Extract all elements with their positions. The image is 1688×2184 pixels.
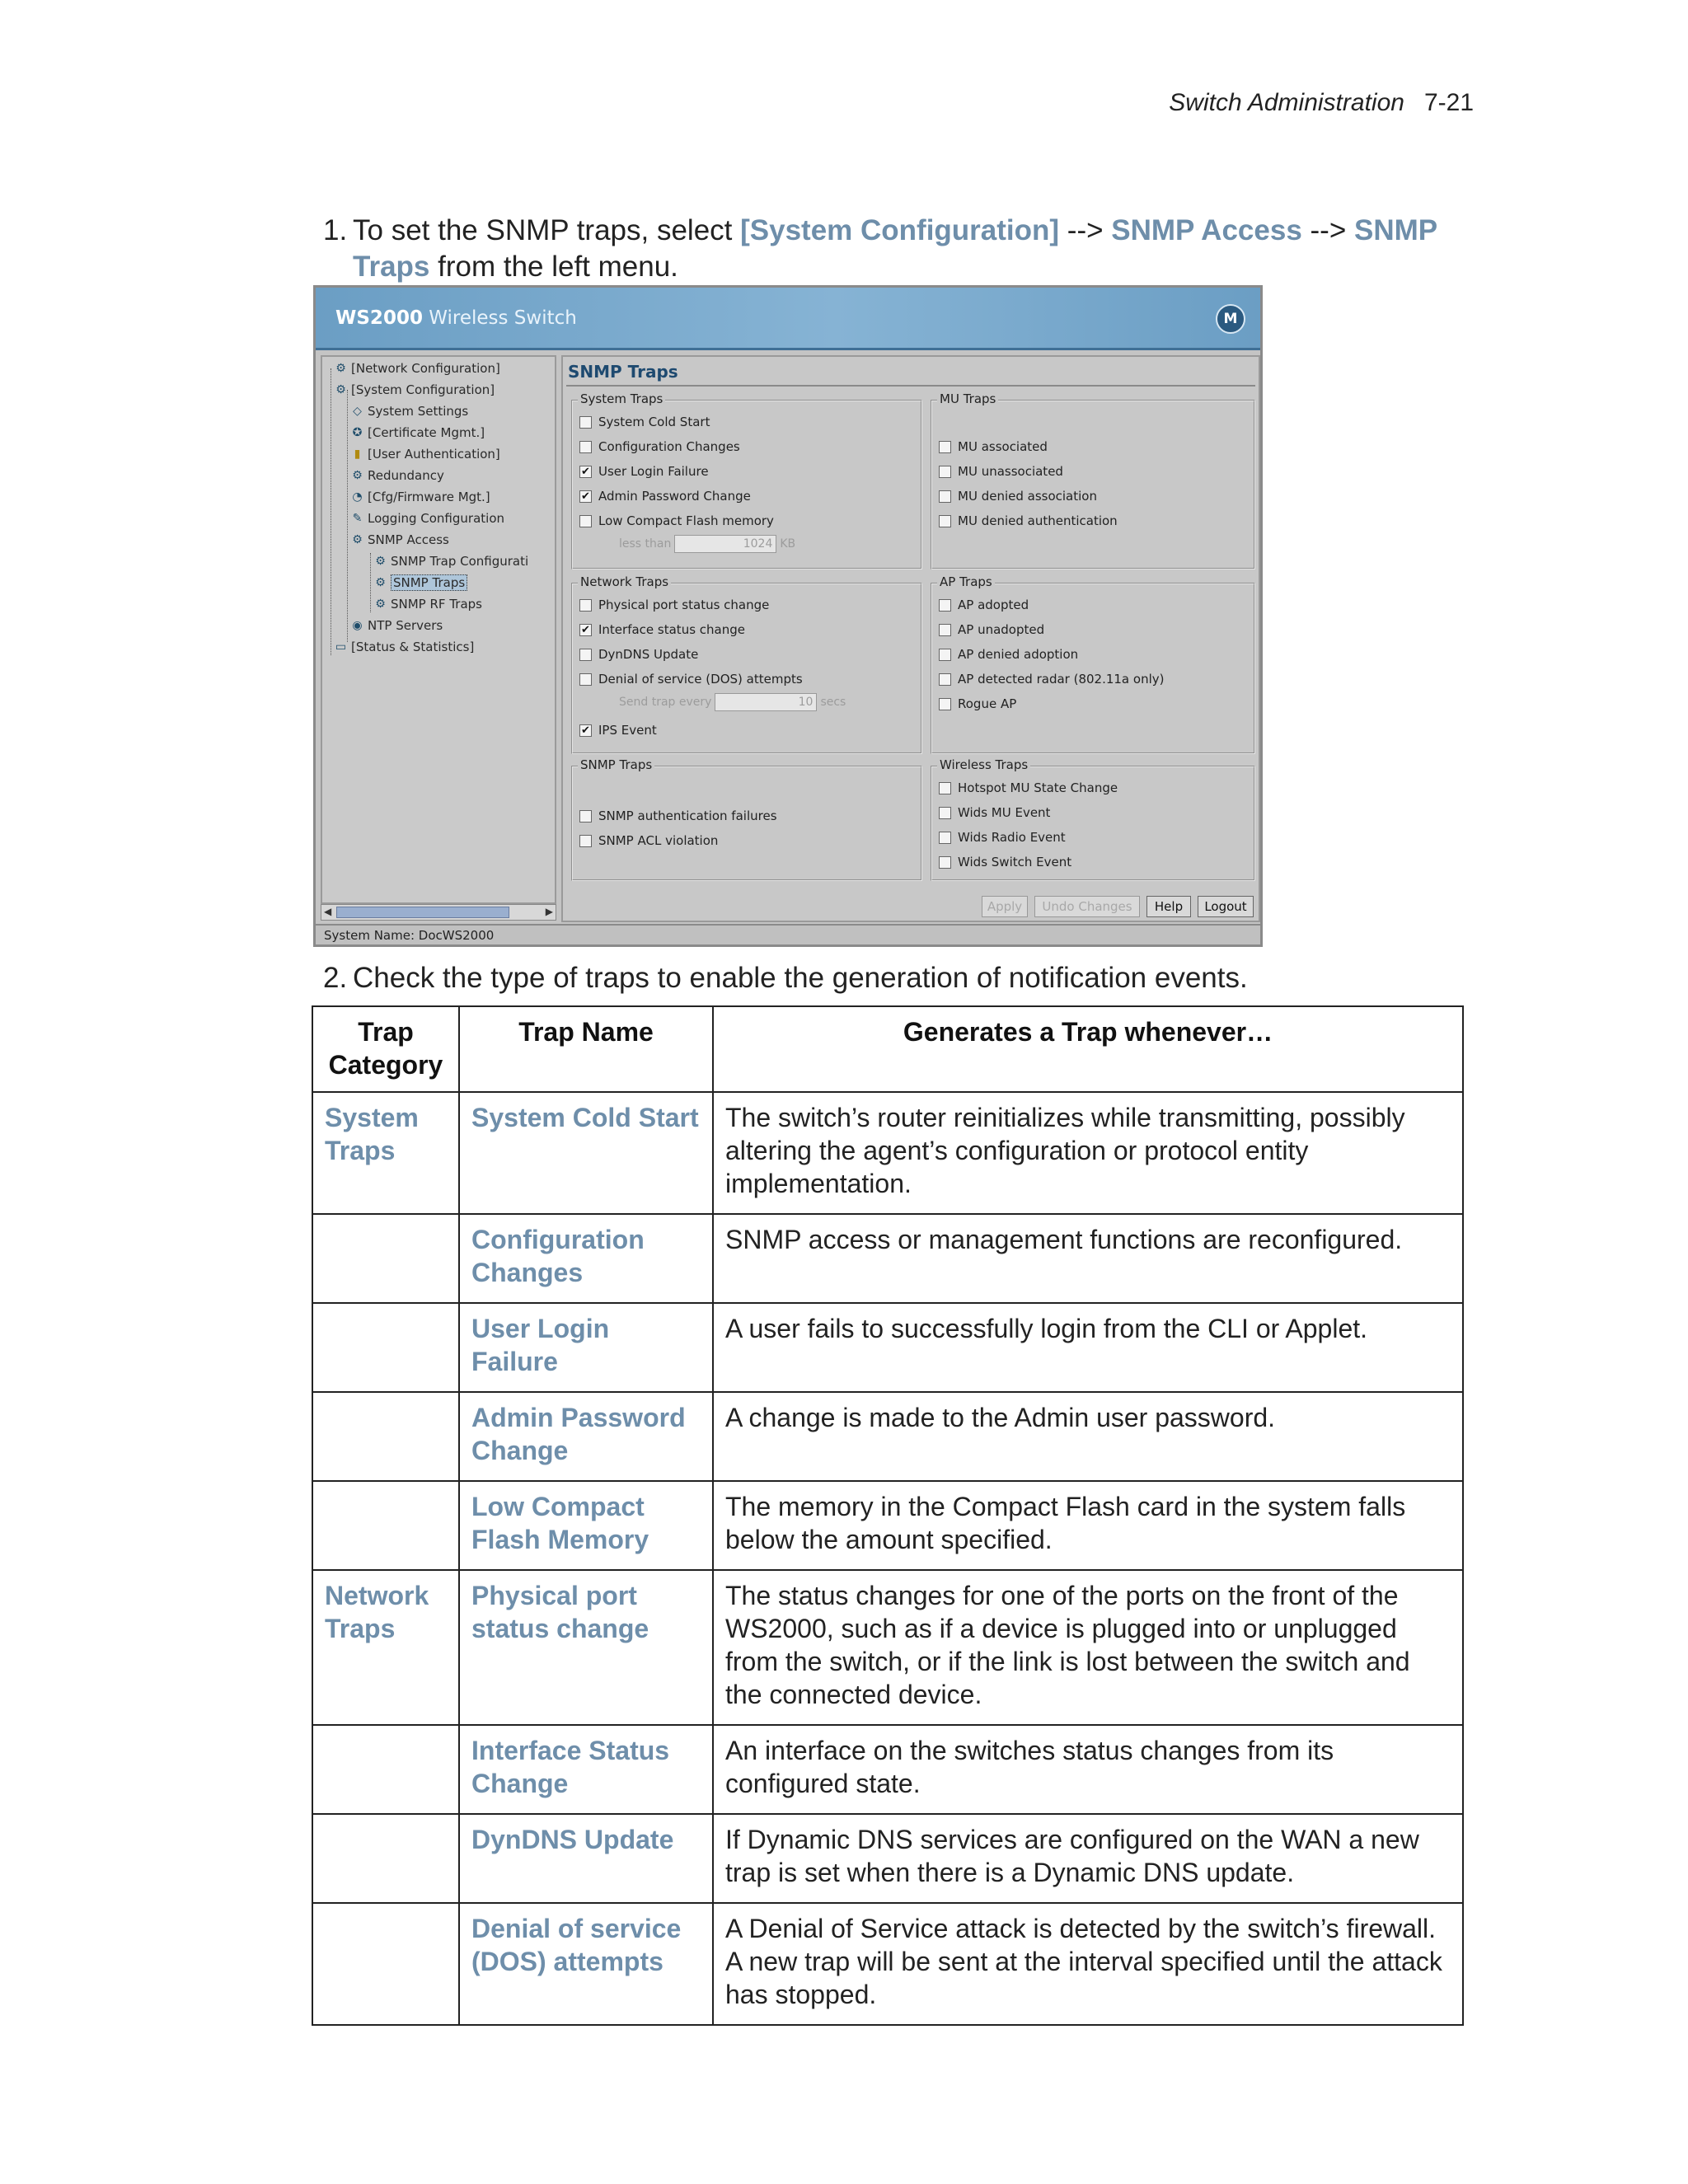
app-title xyxy=(335,307,577,329)
checkbox-label: SNMP authentication failures xyxy=(598,808,777,823)
checkbox-wids-mu-event[interactable] xyxy=(939,805,1050,820)
step-1-text-before: To set the SNMP traps, select xyxy=(353,214,741,246)
mu-traps-group xyxy=(931,391,1255,569)
tree-item-network-configuration[interactable] xyxy=(334,359,500,378)
section-title: Switch Administration xyxy=(1169,89,1404,116)
checkbox-box[interactable]: ✔ xyxy=(579,466,592,478)
checkbox-box[interactable]: ✔ xyxy=(579,724,592,737)
tree-item-label: [System Configuration] xyxy=(351,382,495,397)
cell-category xyxy=(312,1725,459,1814)
cell-category xyxy=(312,1814,459,1903)
header-trap-name: Trap Name xyxy=(459,1006,713,1092)
checkbox-snmp-acl-violation[interactable] xyxy=(579,833,718,848)
checkbox-label: Wids MU Event xyxy=(958,805,1051,820)
checkbox-label: Interface status change xyxy=(598,622,745,637)
cell-category xyxy=(312,1214,459,1303)
checkbox-wids-switch-event[interactable] xyxy=(939,855,1071,869)
checkbox-label: MU associated xyxy=(958,439,1048,454)
checkbox-admin-password-change[interactable] xyxy=(579,489,751,504)
cell-description: An interface on the switches status changes from its configured state. xyxy=(713,1725,1463,1814)
checkbox-box[interactable] xyxy=(579,810,592,823)
less-than-input[interactable]: 1024 xyxy=(674,535,776,553)
checkbox-label: Configuration Changes xyxy=(598,439,740,454)
tree-item-label: SNMP Traps xyxy=(391,574,467,591)
cell-category: System Traps xyxy=(312,1092,459,1214)
cell-description: A user fails to successfully login from the CLI or Applet. xyxy=(713,1303,1463,1392)
checkbox-label: Low Compact Flash memory xyxy=(598,513,774,528)
checkbox-mu-denied-association[interactable] xyxy=(939,489,1097,504)
folder-icon: ▭ xyxy=(335,640,347,654)
checkbox-box[interactable] xyxy=(939,515,951,527)
app-title-bold: WS2000 xyxy=(335,307,423,329)
checkbox-box[interactable] xyxy=(579,649,592,661)
checkbox-box[interactable] xyxy=(579,673,592,686)
tree-item-label: Logging Configuration xyxy=(368,511,505,526)
send-trap-every-label: Send trap every xyxy=(619,696,712,709)
cell-description: SNMP access or management functions are reconfigured. xyxy=(713,1214,1463,1303)
page-number: 7-21 xyxy=(1423,89,1474,116)
checkbox-user-login-failure[interactable] xyxy=(579,464,709,479)
checkbox-rogue-ap[interactable] xyxy=(939,696,1016,711)
cell-trap-name: Physical port status change xyxy=(459,1570,713,1725)
snmp-traps-icon: ⚙ xyxy=(375,575,386,589)
panel-title: SNMP Traps xyxy=(568,362,678,382)
checkbox-label: Hotspot MU State Change xyxy=(958,780,1118,795)
group-legend: SNMP Traps xyxy=(578,757,654,772)
checkbox-ap-adopted[interactable] xyxy=(939,598,1029,612)
table-header-row xyxy=(312,1006,1463,1092)
logging-icon: ✎ xyxy=(352,511,363,525)
logout-button[interactable]: Logout xyxy=(1198,896,1254,917)
less-than-unit: KB xyxy=(780,537,796,551)
table-row xyxy=(312,1814,1463,1903)
checkbox-label: DynDNS Update xyxy=(598,647,699,662)
checkbox-hotspot-mu-state-change[interactable] xyxy=(939,780,1118,795)
tree-item-certificate-mgmt[interactable] xyxy=(350,423,485,443)
step-1 xyxy=(323,213,1477,285)
table-row xyxy=(312,1392,1463,1481)
cell-trap-name: Denial of service (DOS) attempts xyxy=(459,1903,713,2025)
header-trap-category: Trap Category xyxy=(312,1006,459,1092)
step-1-text xyxy=(353,213,1477,285)
send-trap-every-input[interactable]: 10 xyxy=(715,693,817,711)
checkbox-box[interactable] xyxy=(939,856,951,869)
checkbox-ap-detected-radar[interactable] xyxy=(939,672,1164,687)
checkbox-box[interactable] xyxy=(939,673,951,686)
checkbox-ips-event[interactable] xyxy=(579,723,657,738)
network-traps-group xyxy=(571,574,922,754)
cell-category xyxy=(312,1481,459,1570)
checkbox-label: System Cold Start xyxy=(598,415,710,429)
table-row xyxy=(312,1481,1463,1570)
cell-category xyxy=(312,1903,459,2025)
cell-trap-name: DynDNS Update xyxy=(459,1814,713,1903)
arrow-1: --> xyxy=(1059,214,1112,246)
tree-item-label: [Cfg/Firmware Mgt.] xyxy=(368,490,490,504)
group-legend: MU Traps xyxy=(937,391,998,406)
checkbox-label: MU unassociated xyxy=(958,464,1063,479)
checkbox-mu-unassociated[interactable] xyxy=(939,464,1063,479)
table-row xyxy=(312,1725,1463,1814)
tree-item-redundancy[interactable] xyxy=(350,466,444,485)
checkbox-label: User Login Failure xyxy=(598,464,709,479)
checkbox-label: AP denied adoption xyxy=(958,647,1079,662)
settings-icon: ◇ xyxy=(353,404,362,418)
cell-description: The switch’s router reinitializes while transmitting, possibly altering the agent’s configuration or protocol entity implementation. xyxy=(713,1092,1463,1214)
tree-item-label: [Network Configuration] xyxy=(351,361,500,376)
group-legend: AP Traps xyxy=(937,574,995,589)
checkbox-low-compact-flash-memory[interactable] xyxy=(579,513,774,528)
checkbox-denial-of-service[interactable] xyxy=(579,672,803,687)
checkbox-label: MU denied association xyxy=(958,489,1097,504)
tree-item-system-settings[interactable] xyxy=(350,401,468,421)
group-legend: System Traps xyxy=(578,391,665,406)
tree-item-ntp-servers[interactable] xyxy=(350,616,443,635)
tree-item-snmp-trap-configuration[interactable] xyxy=(373,551,528,571)
less-than-field xyxy=(619,535,795,553)
app-title-bar xyxy=(316,288,1260,350)
tree-item-label: [User Authentication] xyxy=(368,447,500,462)
checkbox-system-cold-start[interactable] xyxy=(579,415,710,429)
user-auth-icon: ▮ xyxy=(354,447,361,461)
tree-item-snmp-access[interactable] xyxy=(350,530,449,550)
status-bar: System Name: DocWS2000 xyxy=(316,924,1260,945)
checkbox-box[interactable] xyxy=(579,441,592,453)
checkbox-box[interactable] xyxy=(939,490,951,503)
checkbox-label: Wids Switch Event xyxy=(958,855,1072,869)
checkbox-physical-port-status-change[interactable] xyxy=(579,598,769,612)
checkbox-box[interactable] xyxy=(939,624,951,636)
ntp-icon: ◉ xyxy=(352,618,363,632)
checkbox-label: SNMP ACL violation xyxy=(598,833,719,848)
checkbox-snmp-authentication-failures[interactable] xyxy=(579,808,777,823)
checkbox-box[interactable] xyxy=(579,515,592,527)
system-traps-group xyxy=(571,391,922,569)
cell-description: A change is made to the Admin user password. xyxy=(713,1392,1463,1481)
cell-trap-name: System Cold Start xyxy=(459,1092,713,1214)
wireless-traps-group xyxy=(931,757,1255,881)
scroll-left-icon[interactable]: ◀ xyxy=(324,906,332,917)
group-legend: Wireless Traps xyxy=(937,757,1030,772)
navigation-tree xyxy=(321,355,556,904)
checkbox-label: AP adopted xyxy=(958,598,1029,612)
motorola-logo-icon: M xyxy=(1216,304,1245,334)
step-2-number: 2. xyxy=(323,962,348,994)
system-config-icon: ⚙ xyxy=(335,382,346,396)
checkbox-ap-unadopted[interactable] xyxy=(939,622,1044,637)
tree-item-label: SNMP RF Traps xyxy=(391,597,482,612)
checkbox-box[interactable] xyxy=(939,698,951,710)
checkbox-label: Admin Password Change xyxy=(598,489,751,504)
tree-item-label: SNMP Trap Configurati xyxy=(391,554,529,569)
ws2000-screenshot xyxy=(313,285,1263,947)
redundancy-icon: ⚙ xyxy=(352,468,363,482)
checkbox-label: Denial of service (DOS) attempts xyxy=(598,672,803,687)
checkbox-dyndns-update[interactable] xyxy=(579,647,698,662)
snmp-trap-config-icon: ⚙ xyxy=(375,554,386,568)
checkbox-box[interactable] xyxy=(939,832,951,844)
cell-category xyxy=(312,1303,459,1392)
checkbox-box[interactable]: ✔ xyxy=(579,624,592,636)
ap-traps-group xyxy=(931,574,1255,754)
apply-button[interactable]: Apply xyxy=(982,896,1028,917)
checkbox-box[interactable] xyxy=(939,782,951,794)
less-than-label: less than xyxy=(619,537,672,551)
table-row xyxy=(312,1903,1463,2025)
tree-item-system-configuration[interactable] xyxy=(334,380,495,400)
tree-item-logging-configuration[interactable] xyxy=(350,509,504,528)
checkbox-box[interactable] xyxy=(939,441,951,453)
tree-horizontal-scrollbar[interactable] xyxy=(321,904,556,921)
checkbox-box[interactable] xyxy=(939,599,951,612)
arrow-2: --> xyxy=(1301,214,1354,246)
cell-trap-name: Admin Password Change xyxy=(459,1392,713,1481)
table-row xyxy=(312,1570,1463,1725)
undo-changes-button[interactable]: Undo Changes xyxy=(1034,896,1140,917)
scrollbar-thumb[interactable] xyxy=(336,907,509,918)
tree-item-label: System Settings xyxy=(368,404,469,419)
checkbox-box[interactable] xyxy=(579,416,592,429)
help-button[interactable]: Help xyxy=(1146,896,1191,917)
tree-item-snmp-traps[interactable] xyxy=(373,573,467,593)
checkbox-label: Rogue AP xyxy=(958,696,1017,711)
checkbox-label: AP unadopted xyxy=(958,622,1045,637)
checkbox-label: IPS Event xyxy=(598,723,657,738)
checkbox-box[interactable]: ✔ xyxy=(579,490,592,503)
scroll-right-icon[interactable]: ▶ xyxy=(545,906,553,917)
cell-category xyxy=(312,1392,459,1481)
tree-item-status-statistics[interactable] xyxy=(334,637,474,657)
step-2-text: Check the type of traps to enable the generation of notification events. xyxy=(353,962,1248,994)
step-1-text-after: from the left menu. xyxy=(429,251,678,283)
snmp-access-icon: ⚙ xyxy=(352,532,363,546)
trap-table xyxy=(312,1005,1464,2026)
table-row xyxy=(312,1214,1463,1303)
cell-trap-name: User Login Failure xyxy=(459,1303,713,1392)
table-row xyxy=(312,1092,1463,1214)
cell-description: The memory in the Compact Flash card in the system falls below the amount specified. xyxy=(713,1481,1463,1570)
link-snmp-access: SNMP Access xyxy=(1111,214,1302,246)
checkbox-box[interactable] xyxy=(939,466,951,478)
send-trap-every-unit: secs xyxy=(820,696,846,709)
cell-category: Network Traps xyxy=(312,1570,459,1725)
tree-item-label: SNMP Access xyxy=(368,532,449,547)
cell-description: The status changes for one of the ports on the front of the WS2000, such as if a device is plugged into or unplugged from the switch, or if the link is lost between the switch and the connected device. xyxy=(713,1570,1463,1725)
cell-description: A Denial of Service attack is detected by the switch’s firewall. A new trap will be sent at the interval specified until the attack has stopped. xyxy=(713,1903,1463,2025)
tree-item-cfg-firmware-mgt[interactable] xyxy=(350,487,490,507)
checkbox-label: MU denied authentication xyxy=(958,513,1118,528)
app-title-rest: Wireless Switch xyxy=(422,307,577,329)
cell-trap-name: Configuration Changes xyxy=(459,1214,713,1303)
group-legend: Network Traps xyxy=(578,574,671,589)
tree-item-label: Redundancy xyxy=(368,468,444,483)
checkbox-mu-denied-authentication[interactable] xyxy=(939,513,1118,528)
checkbox-wids-radio-event[interactable] xyxy=(939,830,1066,845)
running-head xyxy=(1169,89,1474,117)
checkbox-configuration-changes[interactable] xyxy=(579,439,740,454)
table-row xyxy=(312,1303,1463,1392)
tree-item-user-authentication[interactable] xyxy=(350,444,500,464)
tree-item-label: [Certificate Mgmt.] xyxy=(368,425,485,440)
tree-item-snmp-rf-traps[interactable] xyxy=(373,594,482,614)
snmp-rf-traps-icon: ⚙ xyxy=(375,597,386,611)
send-trap-every-field xyxy=(619,693,846,711)
checkbox-box[interactable] xyxy=(579,599,592,612)
checkbox-label: Wids Radio Event xyxy=(958,830,1066,845)
cell-trap-name: Low Compact Flash Memory xyxy=(459,1481,713,1570)
step-2 xyxy=(323,960,1477,996)
firmware-icon: ◔ xyxy=(352,490,363,504)
checkbox-mu-associated[interactable] xyxy=(939,439,1048,454)
link-snmp-traps: SNMP Traps xyxy=(353,214,1437,283)
tree-item-label: NTP Servers xyxy=(368,618,443,633)
checkbox-ap-denied-adoption[interactable] xyxy=(939,647,1078,662)
checkbox-label: Physical port status change xyxy=(598,598,770,612)
cell-description: If Dynamic DNS services are configured on the WAN a new trap is set when there is a Dynamic DNS update. xyxy=(713,1814,1463,1903)
tree-item-label: [Status & Statistics] xyxy=(351,640,475,654)
cell-trap-name: Interface Status Change xyxy=(459,1725,713,1814)
checkbox-interface-status-change[interactable] xyxy=(579,622,745,637)
checkbox-box[interactable] xyxy=(939,807,951,819)
network-config-icon: ⚙ xyxy=(335,361,346,375)
link-system-configuration: [System Configuration] xyxy=(740,214,1060,246)
header-generates-trap: Generates a Trap whenever… xyxy=(713,1006,1463,1092)
checkbox-box[interactable] xyxy=(939,649,951,661)
checkbox-label: AP detected radar (802.11a only) xyxy=(958,672,1165,687)
certificate-icon: ✪ xyxy=(352,425,363,439)
snmp-traps-group xyxy=(571,757,922,881)
snmp-traps-panel xyxy=(561,355,1260,922)
step-1-number: 1. xyxy=(323,214,348,246)
checkbox-box[interactable] xyxy=(579,835,592,847)
